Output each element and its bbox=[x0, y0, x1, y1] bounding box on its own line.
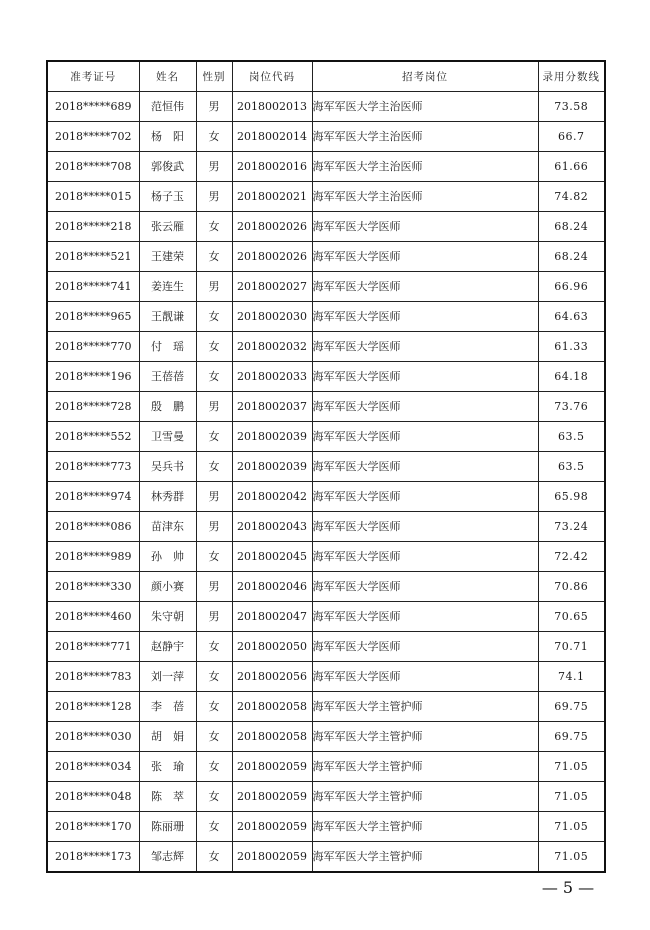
cell-post-code: 2018002058 bbox=[232, 692, 312, 722]
cell-gender: 女 bbox=[196, 752, 232, 782]
cell-cutoff-score: 66.96 bbox=[538, 272, 605, 302]
header-name: 姓名 bbox=[139, 61, 196, 92]
cell-gender: 女 bbox=[196, 242, 232, 272]
header-exam-id: 准考证号 bbox=[47, 61, 139, 92]
table-row bbox=[47, 392, 605, 422]
cell-name: 颜小赛 bbox=[139, 572, 196, 602]
cell-cutoff-score: 71.05 bbox=[538, 842, 605, 873]
cell-exam-id: 2018*****771 bbox=[47, 632, 139, 662]
cell-name: 王建荣 bbox=[139, 242, 196, 272]
cell-name: 张 瑜 bbox=[139, 752, 196, 782]
cell-exam-id: 2018*****218 bbox=[47, 212, 139, 242]
cell-name: 苗津东 bbox=[139, 512, 196, 542]
table-row bbox=[47, 752, 605, 782]
cell-exam-id: 2018*****728 bbox=[47, 392, 139, 422]
cell-post-title: 海军军医大学主管护师 bbox=[312, 812, 538, 842]
cell-exam-id: 2018*****128 bbox=[47, 692, 139, 722]
cell-post-title: 海军军医大学医师 bbox=[312, 362, 538, 392]
cell-cutoff-score: 72.42 bbox=[538, 542, 605, 572]
cell-post-title: 海军军医大学主治医师 bbox=[312, 122, 538, 152]
cell-cutoff-score: 65.98 bbox=[538, 482, 605, 512]
cell-post-code: 2018002045 bbox=[232, 542, 312, 572]
cell-post-code: 2018002059 bbox=[232, 782, 312, 812]
cell-post-title: 海军军医大学医师 bbox=[312, 452, 538, 482]
cell-name: 赵静宇 bbox=[139, 632, 196, 662]
cell-post-title: 海军军医大学主管护师 bbox=[312, 782, 538, 812]
cell-post-title: 海军军医大学医师 bbox=[312, 572, 538, 602]
cell-post-title: 海军军医大学医师 bbox=[312, 512, 538, 542]
table-row bbox=[47, 302, 605, 332]
cell-cutoff-score: 61.66 bbox=[538, 152, 605, 182]
table-row bbox=[47, 812, 605, 842]
cell-gender: 女 bbox=[196, 662, 232, 692]
cell-post-code: 2018002021 bbox=[232, 182, 312, 212]
table-row bbox=[47, 122, 605, 152]
table-row bbox=[47, 782, 605, 812]
cell-post-code: 2018002014 bbox=[232, 122, 312, 152]
cell-post-title: 海军军医大学医师 bbox=[312, 242, 538, 272]
cell-name: 吴兵书 bbox=[139, 452, 196, 482]
cell-post-code: 2018002016 bbox=[232, 152, 312, 182]
cell-post-title: 海军军医大学医师 bbox=[312, 212, 538, 242]
cell-exam-id: 2018*****030 bbox=[47, 722, 139, 752]
cell-gender: 男 bbox=[196, 602, 232, 632]
cell-post-code: 2018002059 bbox=[232, 752, 312, 782]
cell-post-title: 海军军医大学医师 bbox=[312, 272, 538, 302]
cell-cutoff-score: 74.1 bbox=[538, 662, 605, 692]
cell-post-title: 海军军医大学医师 bbox=[312, 482, 538, 512]
table-row bbox=[47, 632, 605, 662]
cell-name: 杨子玉 bbox=[139, 182, 196, 212]
header-post-title: 招考岗位 bbox=[312, 61, 538, 92]
cell-post-code: 2018002039 bbox=[232, 452, 312, 482]
cell-cutoff-score: 73.24 bbox=[538, 512, 605, 542]
cell-cutoff-score: 64.18 bbox=[538, 362, 605, 392]
cell-cutoff-score: 73.58 bbox=[538, 92, 605, 122]
cell-gender: 男 bbox=[196, 572, 232, 602]
cell-exam-id: 2018*****086 bbox=[47, 512, 139, 542]
cell-gender: 女 bbox=[196, 452, 232, 482]
cell-cutoff-score: 66.7 bbox=[538, 122, 605, 152]
cell-post-code: 2018002059 bbox=[232, 812, 312, 842]
table-row bbox=[47, 422, 605, 452]
cell-post-title: 海军军医大学医师 bbox=[312, 392, 538, 422]
page-number: — 5 — bbox=[541, 878, 595, 897]
cell-post-title: 海军军医大学主治医师 bbox=[312, 182, 538, 212]
cell-gender: 男 bbox=[196, 152, 232, 182]
cell-gender: 女 bbox=[196, 212, 232, 242]
table-row bbox=[47, 242, 605, 272]
table-row bbox=[47, 542, 605, 572]
cell-post-title: 海军军医大学医师 bbox=[312, 662, 538, 692]
cell-gender: 男 bbox=[196, 272, 232, 302]
cell-name: 郭俊武 bbox=[139, 152, 196, 182]
cell-gender: 女 bbox=[196, 782, 232, 812]
cell-name: 姜连生 bbox=[139, 272, 196, 302]
cell-gender: 男 bbox=[196, 512, 232, 542]
cell-gender: 女 bbox=[196, 842, 232, 873]
cell-name: 胡 娟 bbox=[139, 722, 196, 752]
admission-score-table bbox=[46, 60, 606, 873]
header-gender: 性别 bbox=[196, 61, 232, 92]
table-row bbox=[47, 92, 605, 122]
cell-exam-id: 2018*****989 bbox=[47, 542, 139, 572]
cell-cutoff-score: 71.05 bbox=[538, 752, 605, 782]
table-row bbox=[47, 692, 605, 722]
cell-post-code: 2018002046 bbox=[232, 572, 312, 602]
cell-exam-id: 2018*****173 bbox=[47, 842, 139, 873]
cell-gender: 男 bbox=[196, 182, 232, 212]
cell-cutoff-score: 74.82 bbox=[538, 182, 605, 212]
cell-name: 范恒伟 bbox=[139, 92, 196, 122]
cell-exam-id: 2018*****460 bbox=[47, 602, 139, 632]
table-row bbox=[47, 482, 605, 512]
cell-name: 陈 萃 bbox=[139, 782, 196, 812]
cell-gender: 女 bbox=[196, 122, 232, 152]
cell-name: 王靓谦 bbox=[139, 302, 196, 332]
cell-exam-id: 2018*****034 bbox=[47, 752, 139, 782]
cell-name: 陈丽珊 bbox=[139, 812, 196, 842]
cell-cutoff-score: 71.05 bbox=[538, 782, 605, 812]
cell-name: 林秀群 bbox=[139, 482, 196, 512]
cell-cutoff-score: 68.24 bbox=[538, 242, 605, 272]
cell-cutoff-score: 69.75 bbox=[538, 722, 605, 752]
cell-name: 朱守朝 bbox=[139, 602, 196, 632]
cell-post-code: 2018002030 bbox=[232, 302, 312, 332]
table-row bbox=[47, 152, 605, 182]
cell-cutoff-score: 70.71 bbox=[538, 632, 605, 662]
cell-name: 张云雁 bbox=[139, 212, 196, 242]
cell-exam-id: 2018*****330 bbox=[47, 572, 139, 602]
cell-gender: 女 bbox=[196, 422, 232, 452]
cell-exam-id: 2018*****170 bbox=[47, 812, 139, 842]
table-row bbox=[47, 332, 605, 362]
cell-post-code: 2018002039 bbox=[232, 422, 312, 452]
cell-post-title: 海军军医大学主管护师 bbox=[312, 842, 538, 873]
cell-post-title: 海军军医大学主管护师 bbox=[312, 722, 538, 752]
cell-post-code: 2018002047 bbox=[232, 602, 312, 632]
cell-post-code: 2018002013 bbox=[232, 92, 312, 122]
cell-gender: 女 bbox=[196, 812, 232, 842]
cell-cutoff-score: 63.5 bbox=[538, 422, 605, 452]
cell-exam-id: 2018*****783 bbox=[47, 662, 139, 692]
cell-exam-id: 2018*****552 bbox=[47, 422, 139, 452]
table-row bbox=[47, 182, 605, 212]
table-row bbox=[47, 272, 605, 302]
cell-post-code: 2018002058 bbox=[232, 722, 312, 752]
cell-gender: 男 bbox=[196, 482, 232, 512]
cell-post-code: 2018002032 bbox=[232, 332, 312, 362]
cell-gender: 女 bbox=[196, 542, 232, 572]
cell-gender: 女 bbox=[196, 362, 232, 392]
cell-post-title: 海军军医大学医师 bbox=[312, 542, 538, 572]
cell-exam-id: 2018*****521 bbox=[47, 242, 139, 272]
cell-name: 杨 阳 bbox=[139, 122, 196, 152]
table-row bbox=[47, 722, 605, 752]
cell-post-title: 海军军医大学主管护师 bbox=[312, 692, 538, 722]
cell-post-code: 2018002056 bbox=[232, 662, 312, 692]
cell-post-code: 2018002059 bbox=[232, 842, 312, 873]
cell-post-title: 海军军医大学医师 bbox=[312, 332, 538, 362]
cell-exam-id: 2018*****702 bbox=[47, 122, 139, 152]
cell-post-title: 海军军医大学医师 bbox=[312, 602, 538, 632]
cell-name: 王蓓蓓 bbox=[139, 362, 196, 392]
cell-cutoff-score: 68.24 bbox=[538, 212, 605, 242]
table-row bbox=[47, 512, 605, 542]
cell-gender: 女 bbox=[196, 632, 232, 662]
table-row bbox=[47, 212, 605, 242]
cell-cutoff-score: 64.63 bbox=[538, 302, 605, 332]
table-row bbox=[47, 452, 605, 482]
cell-post-code: 2018002042 bbox=[232, 482, 312, 512]
cell-gender: 女 bbox=[196, 692, 232, 722]
cell-post-title: 海军军医大学医师 bbox=[312, 422, 538, 452]
cell-name: 孙 帅 bbox=[139, 542, 196, 572]
cell-post-title: 海军军医大学医师 bbox=[312, 302, 538, 332]
cell-post-title: 海军军医大学主治医师 bbox=[312, 152, 538, 182]
table-row bbox=[47, 572, 605, 602]
cell-cutoff-score: 69.75 bbox=[538, 692, 605, 722]
cell-name: 李 蓓 bbox=[139, 692, 196, 722]
table-body bbox=[47, 92, 605, 873]
cell-gender: 女 bbox=[196, 722, 232, 752]
cell-exam-id: 2018*****741 bbox=[47, 272, 139, 302]
cell-gender: 女 bbox=[196, 332, 232, 362]
cell-name: 卫雪曼 bbox=[139, 422, 196, 452]
cell-exam-id: 2018*****048 bbox=[47, 782, 139, 812]
cell-post-code: 2018002027 bbox=[232, 272, 312, 302]
table-row bbox=[47, 602, 605, 632]
cell-cutoff-score: 70.65 bbox=[538, 602, 605, 632]
header-post-code: 岗位代码 bbox=[232, 61, 312, 92]
cell-exam-id: 2018*****965 bbox=[47, 302, 139, 332]
cell-post-title: 海军军医大学主治医师 bbox=[312, 92, 538, 122]
cell-exam-id: 2018*****689 bbox=[47, 92, 139, 122]
cell-name: 邹志辉 bbox=[139, 842, 196, 873]
cell-exam-id: 2018*****015 bbox=[47, 182, 139, 212]
cell-post-code: 2018002050 bbox=[232, 632, 312, 662]
cell-post-title: 海军军医大学主管护师 bbox=[312, 752, 538, 782]
cell-post-code: 2018002026 bbox=[232, 242, 312, 272]
cell-cutoff-score: 61.33 bbox=[538, 332, 605, 362]
cell-cutoff-score: 71.05 bbox=[538, 812, 605, 842]
cell-name: 付 瑶 bbox=[139, 332, 196, 362]
table-row bbox=[47, 362, 605, 392]
cell-cutoff-score: 73.76 bbox=[538, 392, 605, 422]
cell-name: 刘一萍 bbox=[139, 662, 196, 692]
cell-gender: 男 bbox=[196, 92, 232, 122]
cell-exam-id: 2018*****196 bbox=[47, 362, 139, 392]
cell-name: 殷 鹏 bbox=[139, 392, 196, 422]
header-cutoff-score: 录用分数线 bbox=[538, 61, 605, 92]
cell-post-code: 2018002043 bbox=[232, 512, 312, 542]
cell-cutoff-score: 70.86 bbox=[538, 572, 605, 602]
table-row bbox=[47, 842, 605, 873]
cell-gender: 女 bbox=[196, 302, 232, 332]
cell-post-code: 2018002037 bbox=[232, 392, 312, 422]
table-header-row bbox=[47, 61, 605, 92]
cell-cutoff-score: 63.5 bbox=[538, 452, 605, 482]
cell-exam-id: 2018*****708 bbox=[47, 152, 139, 182]
cell-post-code: 2018002026 bbox=[232, 212, 312, 242]
cell-exam-id: 2018*****770 bbox=[47, 332, 139, 362]
cell-gender: 男 bbox=[196, 392, 232, 422]
cell-exam-id: 2018*****974 bbox=[47, 482, 139, 512]
cell-post-title: 海军军医大学医师 bbox=[312, 632, 538, 662]
cell-post-code: 2018002033 bbox=[232, 362, 312, 392]
cell-exam-id: 2018*****773 bbox=[47, 452, 139, 482]
table-row bbox=[47, 662, 605, 692]
